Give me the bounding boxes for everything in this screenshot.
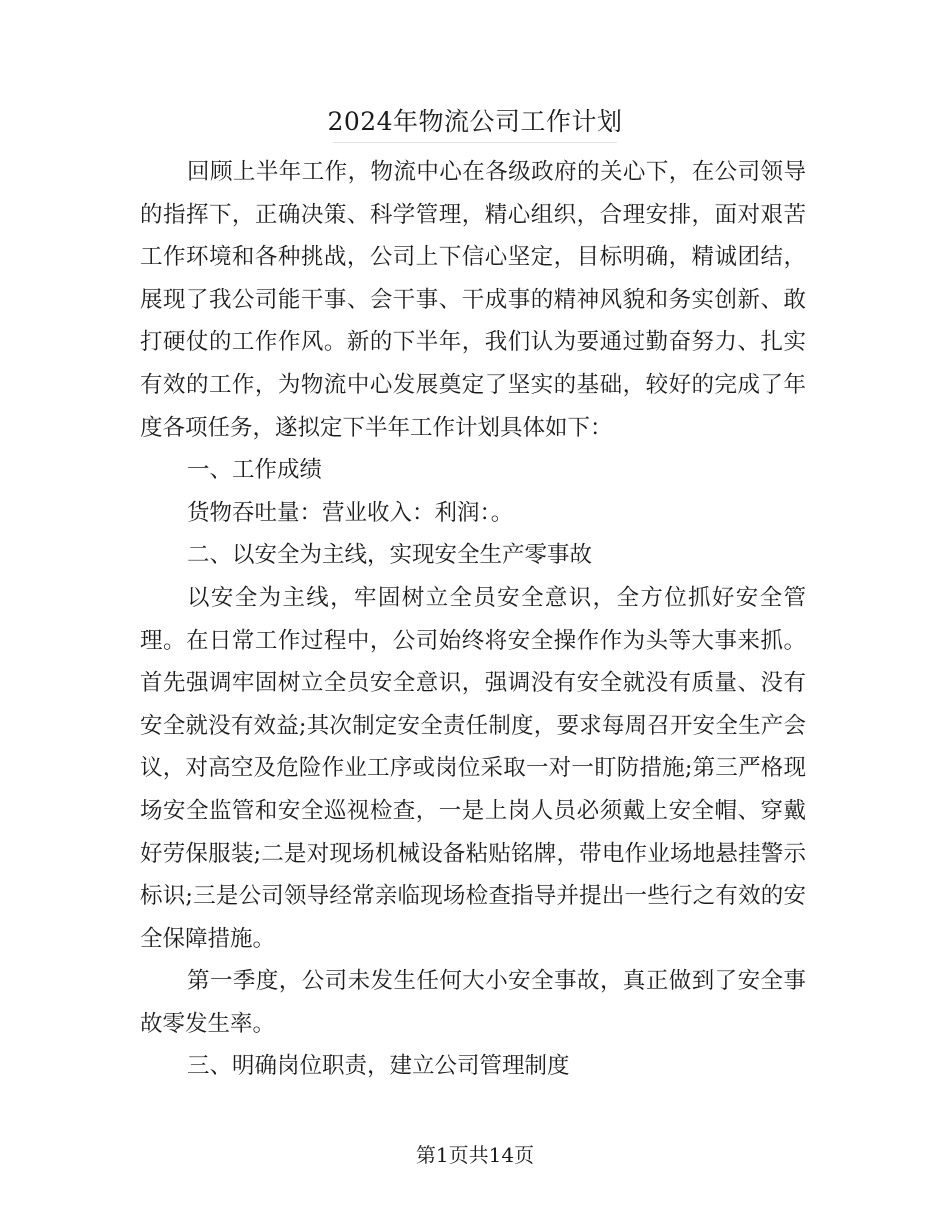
first-quarter-paragraph: 第一季度，公司未发生任何大小安全事故，真正做到了安全事故零发生率。 <box>140 968 806 1037</box>
title-underline <box>333 142 617 143</box>
section-heading-achievements: 一、工作成绩 <box>187 457 323 484</box>
document-body <box>140 151 806 1088</box>
safety-paragraph: 以安全为主线，牢固树立全员安全意识，全方位抓好安全管理。在日常工作过程中，公司始终将安全操作作为头等大事来抓。首先强调牢固树立全员安全意识，强调没有安全就没有质量、没有安全就没有效益;其次制定安全责任制度，要求每周召开安全生产会议，对高空及危险作业工序或岗位采取一对一盯防措施;第三严格现场安全监管和安全巡视检查，一是上岗人员必须戴上安全帽、穿戴好劳保服装;二是对现场机械设备粘贴铭牌，带电作业场地悬挂警示标识;三是公司领导经常亲临现场检查指导并提出一些行之有效的安全保障措施。 <box>140 584 806 952</box>
section-heading-responsibilities: 三、明确岗位职责，建立公司管理制度 <box>187 1053 570 1080</box>
section-heading-safety: 二、以安全为主线，实现安全生产零事故 <box>187 542 593 569</box>
achievements-paragraph: 货物吞吐量：营业收入：利润：。 <box>187 499 514 526</box>
page-title: 2024年物流公司工作计划 <box>327 107 623 136</box>
page-number: 第1页共14页 <box>415 1143 535 1167</box>
intro-paragraph: 回顾上半年工作，物流中心在各级政府的关心下，在公司领导的指挥下，正确决策、科学管理，精心组织，合理安排，面对艰苦工作环境和各种挑战，公司上下信心坚定，目标明确，精诚团结，展现了我公司能干事、会干事、干成事的精神风貌和务实创新、敢打硬仗的工作作风。新的下半年，我们认为要通过勤奋努力、扎实有效的工作，为物流中心发展奠定了坚实的基础，较好的完成了年度各项任务，遂拟定下半年工作计划具体如下： <box>140 159 806 441</box>
